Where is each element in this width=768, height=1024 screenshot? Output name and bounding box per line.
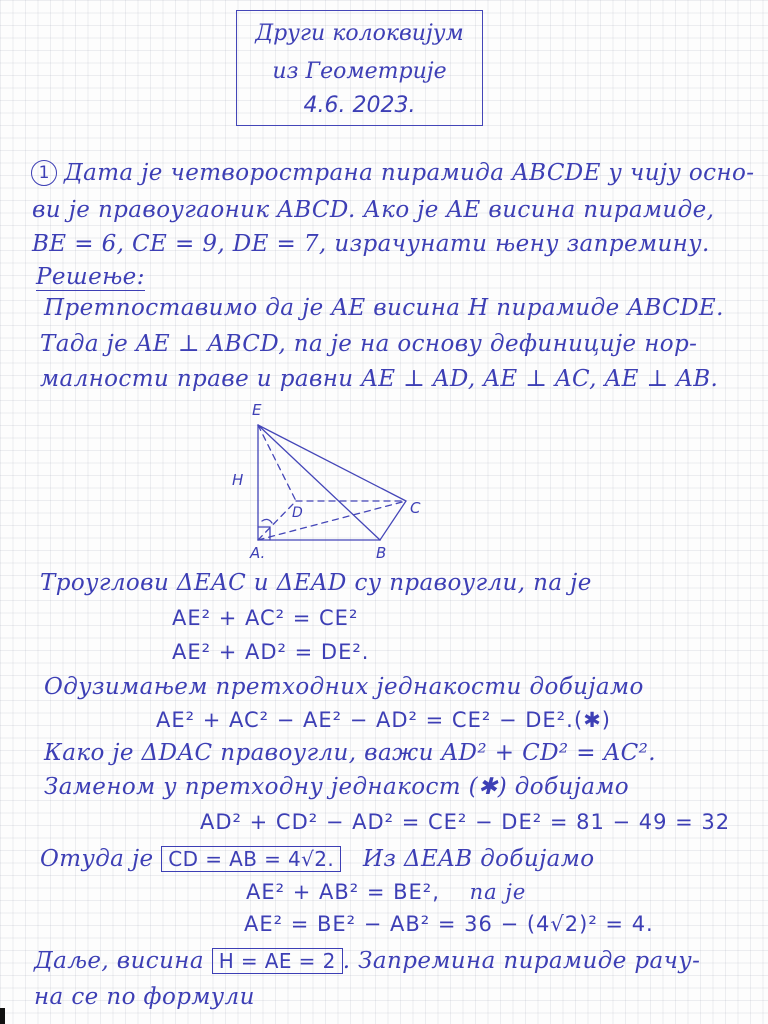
result-cd-ab: CD = AB = 4√2. bbox=[161, 846, 341, 872]
problem-line-1: Дата је четворострана пирамида ABCDE у чију осно- bbox=[64, 160, 755, 186]
equation-5-main: AE² + AB² = BE², bbox=[246, 880, 440, 904]
header-title: Други колоквијум bbox=[255, 21, 464, 46]
equation-3-mark: (✱) bbox=[574, 708, 611, 732]
page-edge-mark bbox=[0, 1008, 5, 1024]
pyramid-figure bbox=[220, 395, 430, 565]
solution-paragraph-5: Одузимањем претходних једнакости добијамо bbox=[44, 674, 644, 700]
edge-BC bbox=[380, 501, 406, 540]
problem-line-3: BE = 6, CE = 9, DE = 7, израчунати њену запремину. bbox=[32, 231, 710, 257]
label-B: B bbox=[376, 544, 387, 562]
equation-1: AE² + AC² = CE² bbox=[172, 606, 359, 630]
solution-paragraph-8 bbox=[40, 846, 594, 872]
paragraph-8-prefix: Отуда је bbox=[40, 846, 154, 872]
paragraph-9-prefix: Даље, висина bbox=[34, 948, 204, 974]
equation-5 bbox=[246, 880, 526, 904]
title-box bbox=[236, 10, 483, 126]
equation-5-suffix: па је bbox=[469, 880, 527, 904]
paragraph-9-suffix: . Запремина пирамиде рачу- bbox=[342, 948, 701, 974]
label-C: C bbox=[410, 499, 421, 517]
label-D: D bbox=[292, 505, 303, 521]
equation-4: AD² + CD² − AD² = CE² − DE² = 81 − 49 = 32 bbox=[200, 810, 731, 834]
equation-6: AE² = BE² − AB² = 36 − (4√2)² = 4. bbox=[244, 912, 654, 936]
equation-3: AE² + AC² − AE² − AD² = CE² − DE². bbox=[156, 708, 574, 732]
equation-2: AE² + AD² = DE². bbox=[172, 640, 370, 664]
label-H: H bbox=[232, 471, 244, 489]
solution-paragraph-9 bbox=[34, 948, 700, 974]
problem-line-2: ви је правоугаоник ABCD. Ако је AE висина пирамиде, bbox=[32, 197, 715, 223]
solution-paragraph-3: малности праве и равни AE ⊥ AD, AE ⊥ AC, AE ⊥ AB. bbox=[40, 366, 719, 392]
solution-paragraph-2: Тада је AE ⊥ ABCD, па је на основу дефиниције нор- bbox=[40, 331, 698, 357]
label-A: A. bbox=[250, 544, 266, 562]
solution-paragraph-10: на се по формули bbox=[34, 984, 255, 1010]
result-height: H = AE = 2 bbox=[212, 948, 343, 974]
solution-paragraph-1: Претпоставимо да је AE висина H пирамиде ABCDE. bbox=[44, 295, 724, 321]
solution-paragraph-4: Троуглови ΔEAC и ΔEAD су правоугли, па је bbox=[40, 570, 592, 596]
solution-paragraph-6: Како је ΔDAC правоугли, важи AD² + CD² = AC². bbox=[44, 740, 656, 766]
header-subject: из Геометрије bbox=[272, 59, 447, 84]
edge-EB bbox=[258, 425, 380, 540]
paragraph-8-suffix: Из ΔEAB добијамо bbox=[362, 846, 595, 872]
label-E: E bbox=[252, 401, 262, 419]
solution-paragraph-7: Заменом у претходну једнакост (✱) добијамо bbox=[44, 774, 630, 800]
solution-heading: Решење: bbox=[36, 264, 145, 290]
edge-EC bbox=[258, 425, 406, 501]
right-angle-arc bbox=[262, 519, 272, 523]
edge-ED bbox=[258, 425, 296, 501]
problem-number: 1 bbox=[31, 160, 57, 186]
header-date: 4.6. 2023. bbox=[303, 93, 416, 118]
